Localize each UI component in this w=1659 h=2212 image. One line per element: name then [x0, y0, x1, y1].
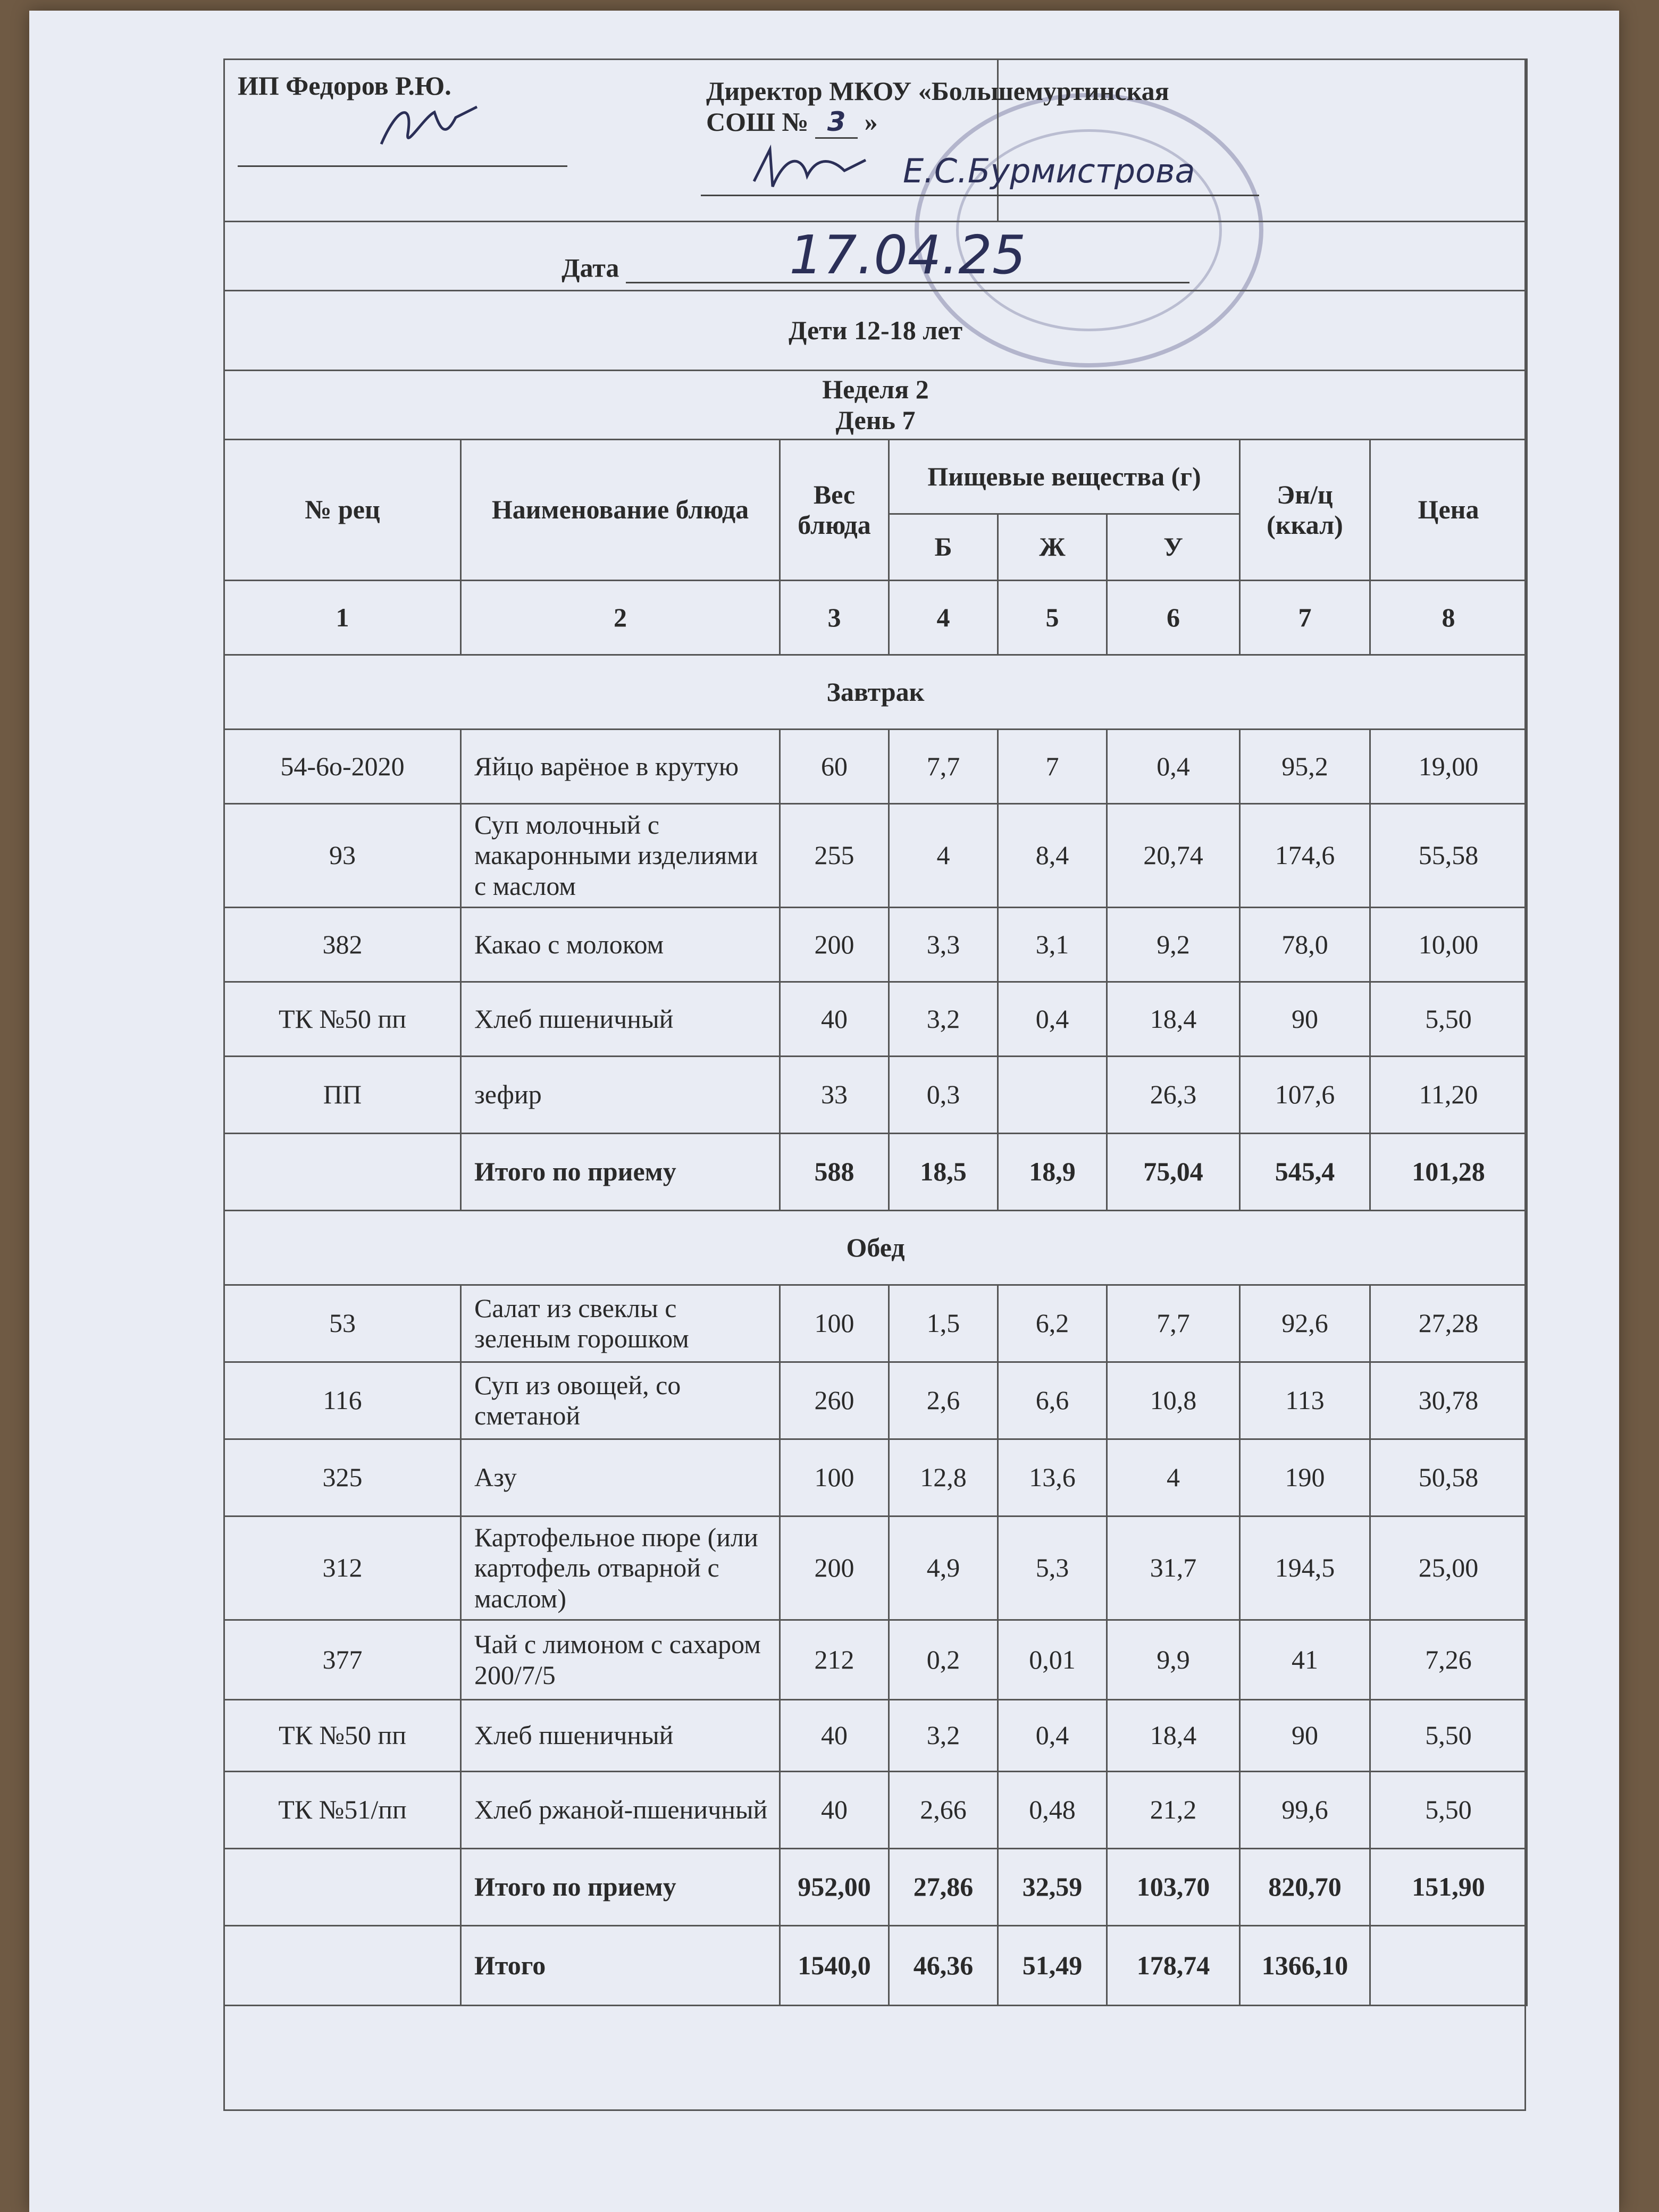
fat: 6,2	[998, 1285, 1107, 1362]
rec-no: ТК №50 пп	[224, 1700, 461, 1772]
weight: 212	[780, 1620, 889, 1700]
rec-no: ТК №51/пп	[224, 1772, 461, 1849]
weight: 100	[780, 1439, 889, 1516]
rec-no: 325	[224, 1439, 461, 1516]
fat: 0,4	[998, 982, 1107, 1057]
price: 27,28	[1370, 1285, 1527, 1362]
carbs: 9,2	[1107, 908, 1240, 982]
day-label: День 7	[835, 405, 916, 435]
col-number: 4	[889, 581, 998, 655]
price	[1370, 1926, 1527, 2006]
rec-no: 116	[224, 1362, 461, 1439]
protein: 4,9	[889, 1516, 998, 1620]
protein: 7,7	[889, 730, 998, 804]
protein: 2,6	[889, 1362, 998, 1439]
week-day-cell	[224, 371, 1527, 440]
grand-total-row	[224, 1926, 1527, 2006]
director-title: Директор МКОУ «Большемуртинская	[706, 76, 1169, 106]
dish-name: Хлеб пшеничный	[461, 1700, 780, 1772]
school-number: 3	[815, 107, 858, 139]
col-number: 1	[224, 581, 461, 655]
col-carbs: У	[1107, 514, 1240, 581]
table-row	[224, 1620, 1527, 1700]
rec-no: 382	[224, 908, 461, 982]
director-signature-line	[701, 152, 1259, 196]
carbs: 178,74	[1107, 1926, 1240, 2006]
protein: 3,2	[889, 1700, 998, 1772]
dish-name: Азу	[461, 1439, 780, 1516]
dish-name: Картофельное пюре (или картофель отварной с маслом)	[461, 1516, 780, 1620]
energy: 78,0	[1240, 908, 1370, 982]
director-block	[706, 60, 1527, 222]
price: 101,28	[1370, 1134, 1527, 1211]
price: 55,58	[1370, 804, 1527, 908]
subtotal-row	[224, 1849, 1527, 1926]
col-protein: Б	[889, 514, 998, 581]
supplier-signature-line	[238, 123, 567, 167]
dish-name: Яйцо варёное в крутую	[461, 730, 780, 804]
menu-table	[223, 58, 1528, 2006]
protein: 18,5	[889, 1134, 998, 1211]
price: 30,78	[1370, 1362, 1527, 1439]
weight: 33	[780, 1057, 889, 1134]
col-price: Цена	[1370, 440, 1527, 581]
weight: 40	[780, 982, 889, 1057]
subtotal-label: Итого по приему	[461, 1134, 780, 1211]
fat: 13,6	[998, 1439, 1107, 1516]
table-row	[224, 1285, 1527, 1362]
fat: 6,6	[998, 1362, 1107, 1439]
col-number: 5	[998, 581, 1107, 655]
date-label: Дата	[562, 253, 619, 283]
weight: 255	[780, 804, 889, 908]
fat: 32,59	[998, 1849, 1107, 1926]
weight: 40	[780, 1700, 889, 1772]
price: 5,50	[1370, 1700, 1527, 1772]
protein: 27,86	[889, 1849, 998, 1926]
group-row	[224, 291, 1527, 371]
protein: 0,3	[889, 1057, 998, 1134]
dish-name: Чай с лимоном с сахаром 200/7/5	[461, 1620, 780, 1700]
carbs: 31,7	[1107, 1516, 1240, 1620]
energy: 95,2	[1240, 730, 1370, 804]
signature-icon	[749, 139, 871, 197]
col-fat: Ж	[998, 514, 1107, 581]
energy: 41	[1240, 1620, 1370, 1700]
week-day-row	[224, 371, 1527, 440]
dish-name: зефир	[461, 1057, 780, 1134]
table-row	[224, 908, 1527, 982]
energy: 99,6	[1240, 1772, 1370, 1849]
date-row	[224, 222, 1527, 291]
protein: 0,2	[889, 1620, 998, 1700]
carbs: 4	[1107, 1439, 1240, 1516]
subtotal-label: Итого по приему	[461, 1849, 780, 1926]
carbs: 9,9	[1107, 1620, 1240, 1700]
col-energy: Эн/ц (ккал)	[1240, 440, 1370, 581]
protein: 2,66	[889, 1772, 998, 1849]
weight: 952,00	[780, 1849, 889, 1926]
energy: 92,6	[1240, 1285, 1370, 1362]
col-number: 7	[1240, 581, 1370, 655]
energy: 90	[1240, 1700, 1370, 1772]
date-cell	[224, 222, 1527, 291]
table-row	[224, 1439, 1527, 1516]
price: 50,58	[1370, 1439, 1527, 1516]
price: 5,50	[1370, 982, 1527, 1057]
director-school: СОШ №	[706, 106, 809, 137]
carbs: 75,04	[1107, 1134, 1240, 1211]
weight: 200	[780, 908, 889, 982]
col-nutrients: Пищевые вещества (г)	[889, 440, 1240, 514]
week-label: Неделя 2	[822, 374, 929, 404]
column-header-row	[224, 440, 1527, 514]
weight: 60	[780, 730, 889, 804]
price: 10,00	[1370, 908, 1527, 982]
price: 19,00	[1370, 730, 1527, 804]
col-number: 3	[780, 581, 889, 655]
price: 151,90	[1370, 1849, 1527, 1926]
signature-header-row	[224, 60, 1527, 222]
fat: 18,9	[998, 1134, 1107, 1211]
fat: 51,49	[998, 1926, 1107, 2006]
section-breakfast-row	[224, 655, 1527, 730]
carbs: 21,2	[1107, 1772, 1240, 1849]
carbs: 10,8	[1107, 1362, 1240, 1439]
column-number-row	[224, 581, 1527, 655]
fat: 7	[998, 730, 1107, 804]
rec-no: 93	[224, 804, 461, 908]
weight: 588	[780, 1134, 889, 1211]
energy: 194,5	[1240, 1516, 1370, 1620]
fat: 0,48	[998, 1772, 1107, 1849]
director-close-quote: »	[864, 106, 878, 137]
section-title: Обед	[224, 1211, 1527, 1285]
dish-name: Хлеб ржаной-пшеничный	[461, 1772, 780, 1849]
energy: 174,6	[1240, 804, 1370, 908]
supplier-name: ИП Федоров Р.Ю.	[238, 71, 451, 100]
grand-total-label: Итого	[461, 1926, 780, 2006]
col-dish-name: Наименование блюда	[461, 440, 780, 581]
fat: 0,4	[998, 1700, 1107, 1772]
table-row	[224, 1700, 1527, 1772]
protein: 3,3	[889, 908, 998, 982]
table-row	[224, 1362, 1527, 1439]
energy: 1366,10	[1240, 1926, 1370, 2006]
rec-no: ТК №50 пп	[224, 982, 461, 1057]
col-weight: Вес блюда	[780, 440, 889, 581]
section-title: Завтрак	[224, 655, 1527, 730]
carbs: 26,3	[1107, 1057, 1240, 1134]
dish-name: Суп из овощей, со сметаной	[461, 1362, 780, 1439]
rec-no: ПП	[224, 1057, 461, 1134]
col-rec-no: № рец	[224, 440, 461, 581]
weight: 260	[780, 1362, 889, 1439]
col-number: 8	[1370, 581, 1527, 655]
protein: 12,8	[889, 1439, 998, 1516]
signature-icon	[376, 96, 482, 160]
carbs: 20,74	[1107, 804, 1240, 908]
energy: 113	[1240, 1362, 1370, 1439]
carbs: 103,70	[1107, 1849, 1240, 1926]
price: 11,20	[1370, 1057, 1527, 1134]
dish-name: Какао с молоком	[461, 908, 780, 982]
energy: 107,6	[1240, 1057, 1370, 1134]
energy: 90	[1240, 982, 1370, 1057]
table-row	[224, 982, 1527, 1057]
director-signature-name: Е.С.Бурмистрова	[903, 152, 1195, 190]
fat	[998, 1057, 1107, 1134]
table-row	[224, 804, 1527, 908]
protein: 4	[889, 804, 998, 908]
price: 25,00	[1370, 1516, 1527, 1620]
dish-name: Хлеб пшеничный	[461, 982, 780, 1057]
energy: 820,70	[1240, 1849, 1370, 1926]
protein: 1,5	[889, 1285, 998, 1362]
weight: 1540,0	[780, 1926, 889, 2006]
weight: 40	[780, 1772, 889, 1849]
section-lunch-row	[224, 1211, 1527, 1285]
weight: 200	[780, 1516, 889, 1620]
carbs: 18,4	[1107, 1700, 1240, 1772]
rec-no: 377	[224, 1620, 461, 1700]
fat: 0,01	[998, 1620, 1107, 1700]
price: 5,50	[1370, 1772, 1527, 1849]
table-row	[224, 1772, 1527, 1849]
carbs: 0,4	[1107, 730, 1240, 804]
rec-no: 312	[224, 1516, 461, 1620]
weight: 100	[780, 1285, 889, 1362]
table-row	[224, 1057, 1527, 1134]
rec-no: 54-6о-2020	[224, 730, 461, 804]
rec-no: 53	[224, 1285, 461, 1362]
protein: 3,2	[889, 982, 998, 1057]
date-value: 17.04.25	[626, 229, 1189, 283]
carbs: 7,7	[1107, 1285, 1240, 1362]
table-row	[224, 730, 1527, 804]
age-group: Дети 12-18 лет	[224, 291, 1527, 371]
col-number: 2	[461, 581, 780, 655]
energy: 190	[1240, 1439, 1370, 1516]
fat: 3,1	[998, 908, 1107, 982]
dish-name: Салат из свеклы с зеленым горошком	[461, 1285, 780, 1362]
fat: 8,4	[998, 804, 1107, 908]
subtotal-row	[224, 1134, 1527, 1211]
table-row	[224, 1516, 1527, 1620]
protein: 46,36	[889, 1926, 998, 2006]
price: 7,26	[1370, 1620, 1527, 1700]
fat: 5,3	[998, 1516, 1107, 1620]
energy: 545,4	[1240, 1134, 1370, 1211]
dish-name: Суп молочный с макаронными изделиями с маслом	[461, 804, 780, 908]
col-number: 6	[1107, 581, 1240, 655]
carbs: 18,4	[1107, 982, 1240, 1057]
